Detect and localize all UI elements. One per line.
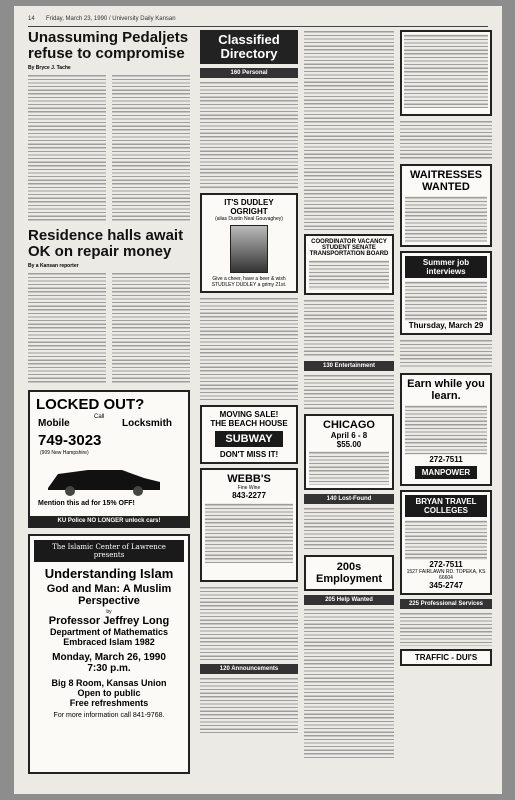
professional-listings — [400, 612, 492, 646]
chicago-dates: April 6 - 8 — [330, 431, 368, 440]
story1-text-right — [112, 74, 190, 222]
top-right-ad-text — [404, 34, 488, 108]
manpower-logo: MANPOWER — [415, 466, 477, 479]
bryan-phone2: 345-2747 — [429, 581, 463, 590]
islam-title: Understanding Islam — [44, 566, 174, 581]
manpower-phone: 272-7511 — [429, 455, 463, 464]
locksmith-title: LOCKED OUT? — [36, 396, 145, 413]
personal-listings — [200, 81, 298, 189]
listings-right-top — [400, 120, 492, 160]
webbs-phone: 843-2277 — [232, 491, 266, 500]
locksmith-phone: 749-3023 — [38, 432, 102, 449]
dudley-sub: (alias Dustin Neal Gouvaghey) — [215, 216, 283, 222]
islam-time: 7:30 p.m. — [87, 663, 131, 674]
islam-place: Big 8 Room, Kansas Union — [51, 678, 167, 688]
traffic-ad — [400, 649, 492, 666]
listings-mid — [304, 299, 394, 357]
page-header — [28, 14, 488, 27]
story2-body — [28, 272, 190, 384]
announcement-listings — [200, 677, 298, 733]
section-personal: 160 Personal — [200, 68, 298, 78]
story2-headline: Residence halls await OK on repair money — [28, 227, 184, 260]
islam-public: Open to public — [77, 688, 141, 698]
islam-ad — [28, 534, 190, 774]
locksmith-name2: Locksmith — [122, 418, 173, 429]
islam-by: by — [106, 609, 112, 615]
classified-header: Classified Directory — [200, 30, 298, 64]
personal-listings-2 — [200, 297, 298, 401]
bryan-address: 1527 FAIRLAWN RD. TOPEKA, KS 66604 — [406, 569, 486, 581]
lost-found-listings — [304, 507, 394, 551]
chicago-price: $55.00 — [336, 440, 362, 449]
listings-column — [304, 30, 394, 758]
beach-house: THE BEACH HOUSE — [210, 419, 288, 428]
locksmith-ad — [28, 390, 190, 528]
beach-house-ad — [200, 405, 298, 464]
islam-embraced: Embraced Islam 1982 — [63, 637, 155, 647]
news-column — [28, 30, 190, 774]
webbs-name: WEBB'S — [227, 473, 271, 485]
webbs-sub: Fine Wine — [237, 485, 261, 491]
car-illustration — [44, 462, 164, 496]
help-wanted-listings — [304, 608, 394, 758]
dudley-photo — [230, 225, 268, 273]
waitress-title: WAITRESSES WANTED — [409, 169, 483, 193]
story1-byline: By Bryce J. Tache — [28, 65, 71, 71]
story2-byline: By a Kansan reporter — [28, 263, 79, 269]
section-announcements: 120 Announcements — [200, 664, 298, 674]
locksmith-discount: Mention this ad for 15% OFF! — [38, 500, 135, 507]
manpower-text — [405, 405, 487, 455]
section-help-wanted: 205 Help Wanted — [304, 595, 394, 605]
summer-text — [405, 281, 487, 321]
manpower-ad — [400, 373, 492, 486]
bryan-ad — [400, 490, 492, 595]
islam-more: For more information call 841-9768. — [53, 712, 165, 719]
islam-center: The Islamic Center of Lawrence presents — [34, 540, 184, 562]
section-lost-found: 140 Lost-Found — [304, 494, 394, 504]
page-date: Friday, March 23, 1990 / University Daily Kansan — [46, 16, 176, 22]
employment-banner — [304, 555, 394, 591]
newspaper-page — [14, 6, 502, 794]
section-professional: 225 Professional Services — [400, 599, 492, 609]
webbs-price-list — [205, 503, 293, 563]
dudley-title: IT'S DUDLEY OGRIGHT — [224, 198, 274, 216]
waitress-ad — [400, 164, 492, 247]
moving-sale: MOVING SALE! — [219, 410, 279, 419]
story1-text-left — [28, 74, 106, 222]
summer-job-ad — [400, 251, 492, 335]
islam-dept: Department of Mathematics — [49, 627, 169, 637]
islam-date: Monday, March 26, 1990 — [52, 652, 166, 663]
traffic-title: TRAFFIC - DUI'S — [414, 653, 478, 662]
locksmith-call: Call — [94, 414, 105, 420]
chicago-details — [309, 451, 389, 485]
story2-text-right — [112, 272, 190, 384]
locksmith-address: (909 New Hampshire) — [40, 450, 89, 456]
islam-free: Free refreshments — [69, 698, 149, 708]
listings-right-mid — [400, 339, 492, 369]
listings-top — [304, 30, 394, 230]
bryan-text — [405, 520, 487, 560]
earn-title: Earn while you learn. — [407, 378, 485, 402]
top-right-ad — [400, 30, 492, 116]
section-entertainment: 130 Entertainment — [304, 361, 394, 371]
employment-title: 200s Employment — [315, 561, 382, 585]
story2-text-left — [28, 272, 106, 384]
summer-date: Thursday, March 29 — [408, 321, 484, 330]
locksmith-name1: Mobile — [38, 418, 70, 429]
islam-subtitle: God and Man: A Muslim Perspective — [46, 583, 172, 607]
chicago-ad — [304, 414, 394, 490]
classified-column — [200, 30, 298, 733]
summer-title: Summer job interviews — [405, 256, 487, 278]
dont-miss: DON'T MISS IT! — [219, 450, 279, 459]
bryan-phone: 272-7511 — [429, 560, 463, 569]
coordinator-title: COORDINATOR VACANCY STUDENT SENATE TRANSPORTATION BOARD — [309, 239, 389, 257]
dudley-ad — [200, 193, 298, 293]
webbs-ad — [200, 468, 298, 582]
page-number: 14 — [28, 16, 35, 22]
locksmith-permission: KU Police NO LONGER unlock cars! — [30, 516, 188, 526]
story1-headline: Unassuming Pedaljets refuse to compromise — [28, 29, 189, 62]
islam-speaker: Professor Jeffrey Long — [48, 615, 170, 627]
waitress-text — [405, 196, 487, 242]
personal-listings-3 — [200, 586, 298, 660]
ads-column — [400, 30, 492, 666]
entertainment-listings — [304, 374, 394, 410]
subway-logo: SUBWAY — [215, 431, 283, 447]
dudley-caption: Give a cheer, have a beer & wish STUDLEY DUDLEY a grimy 21st. — [211, 276, 287, 288]
coordinator-text — [309, 260, 389, 290]
bryan-title: BRYAN TRAVEL COLLEGES — [405, 495, 487, 517]
chicago-title: CHICAGO — [323, 419, 375, 431]
coordinator-ad — [304, 234, 394, 295]
story1-body — [28, 74, 190, 222]
